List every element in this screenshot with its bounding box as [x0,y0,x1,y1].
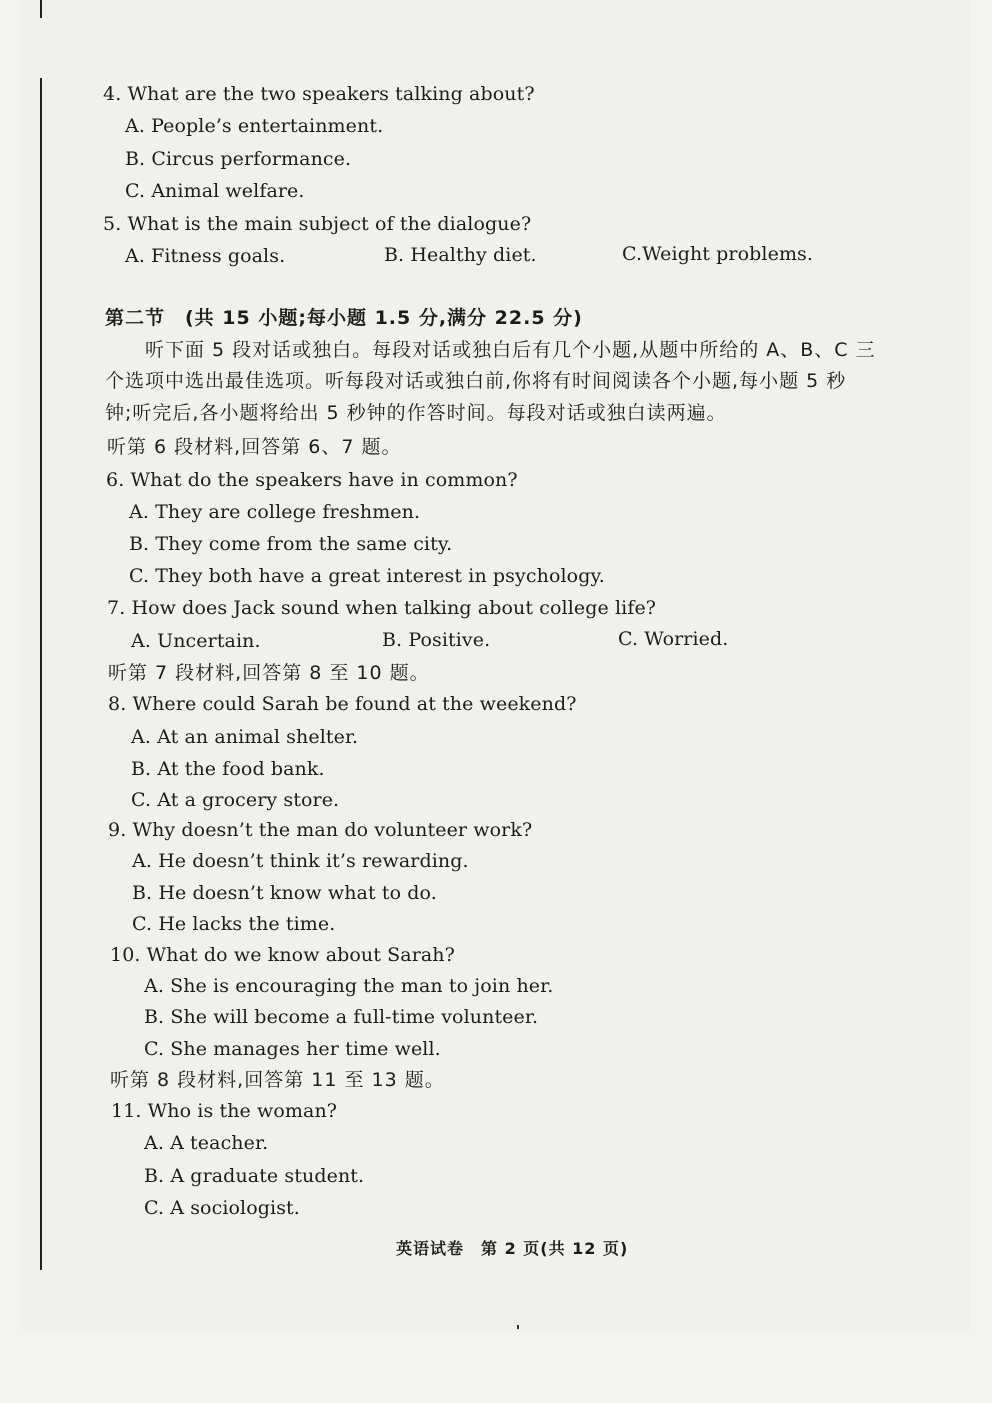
question-8: 8. Where could Sarah be found at the weekend? [108,693,577,715]
section-2-instruction-line-1: 听下面 5 段对话或独白。每段对话或独白后有几个小题,从题中所给的 A、B、C 三 [105,339,876,361]
q8-option-b: B. At the food bank. [131,758,325,780]
q6-option-b: B. They come from the same city. [129,533,453,555]
page-footer: 英语试卷 第 2 页(共 12 页) [396,1239,629,1258]
q9-option-c: C. He lacks the time. [132,913,336,935]
passage-7-label: 听第 7 段材料,回答第 8 至 10 题。 [108,662,430,684]
passage-8-label: 听第 8 段材料,回答第 11 至 13 题。 [110,1069,445,1091]
section-2-instruction-line-3: 钟;听完后,各小题将给出 5 秒钟的作答时间。每段对话或独白读两遍。 [105,402,727,424]
scan-speck [517,1325,519,1329]
question-11: 11. Who is the woman? [111,1100,338,1122]
q9-option-b: B. He doesn’t know what to do. [132,882,437,904]
q8-option-a: A. At an animal shelter. [131,726,359,748]
q6-option-c: C. They both have a great interest in psychology. [129,565,605,587]
question-10: 10. What do we know about Sarah? [110,944,455,966]
q11-option-b: B. A graduate student. [144,1165,365,1187]
q5-option-a: A. Fitness goals. [125,245,286,267]
q7-option-a: A. Uncertain. [131,630,261,652]
q11-option-a: A. A teacher. [144,1132,269,1154]
question-6: 6. What do the speakers have in common? [106,469,518,491]
q10-option-c: C. She manages her time well. [144,1038,441,1060]
q4-option-a: A. People’s entertainment. [125,115,384,137]
q5-option-c: C.Weight problems. [622,243,814,265]
section-2-instruction-line-2: 个选项中选出最佳选项。听每段对话或独白前,你将有时间阅读各个小题,每小题 5 秒 [105,370,847,392]
question-7: 7. How does Jack sound when talking about college life? [107,597,657,619]
q6-option-a: A. They are college freshmen. [129,501,421,523]
binding-line-top [40,0,42,18]
q7-option-c: C. Worried. [618,628,729,650]
q10-option-b: B. She will become a full-time volunteer. [144,1006,539,1028]
q4-option-b: B. Circus performance. [125,148,352,170]
q10-option-a: A. She is encouraging the man to join her. [144,975,554,997]
q11-option-c: C. A sociologist. [144,1197,300,1219]
section-2-title: 第二节 (共 15 小题;每小题 1.5 分,满分 22.5 分) [105,307,583,329]
passage-6-label: 听第 6 段材料,回答第 6、7 题。 [107,436,402,458]
question-5: 5. What is the main subject of the dialogue? [103,213,532,235]
q8-option-c: C. At a grocery store. [131,789,340,811]
question-9: 9. Why doesn’t the man do volunteer work? [108,819,533,841]
q9-option-a: A. He doesn’t think it’s rewarding. [132,850,469,872]
q5-option-b: B. Healthy diet. [384,244,537,266]
binding-line-left [40,78,42,1270]
q4-option-c: C. Animal welfare. [125,180,305,202]
question-4: 4. What are the two speakers talking about? [103,83,535,105]
q7-option-b: B. Positive. [382,629,491,651]
